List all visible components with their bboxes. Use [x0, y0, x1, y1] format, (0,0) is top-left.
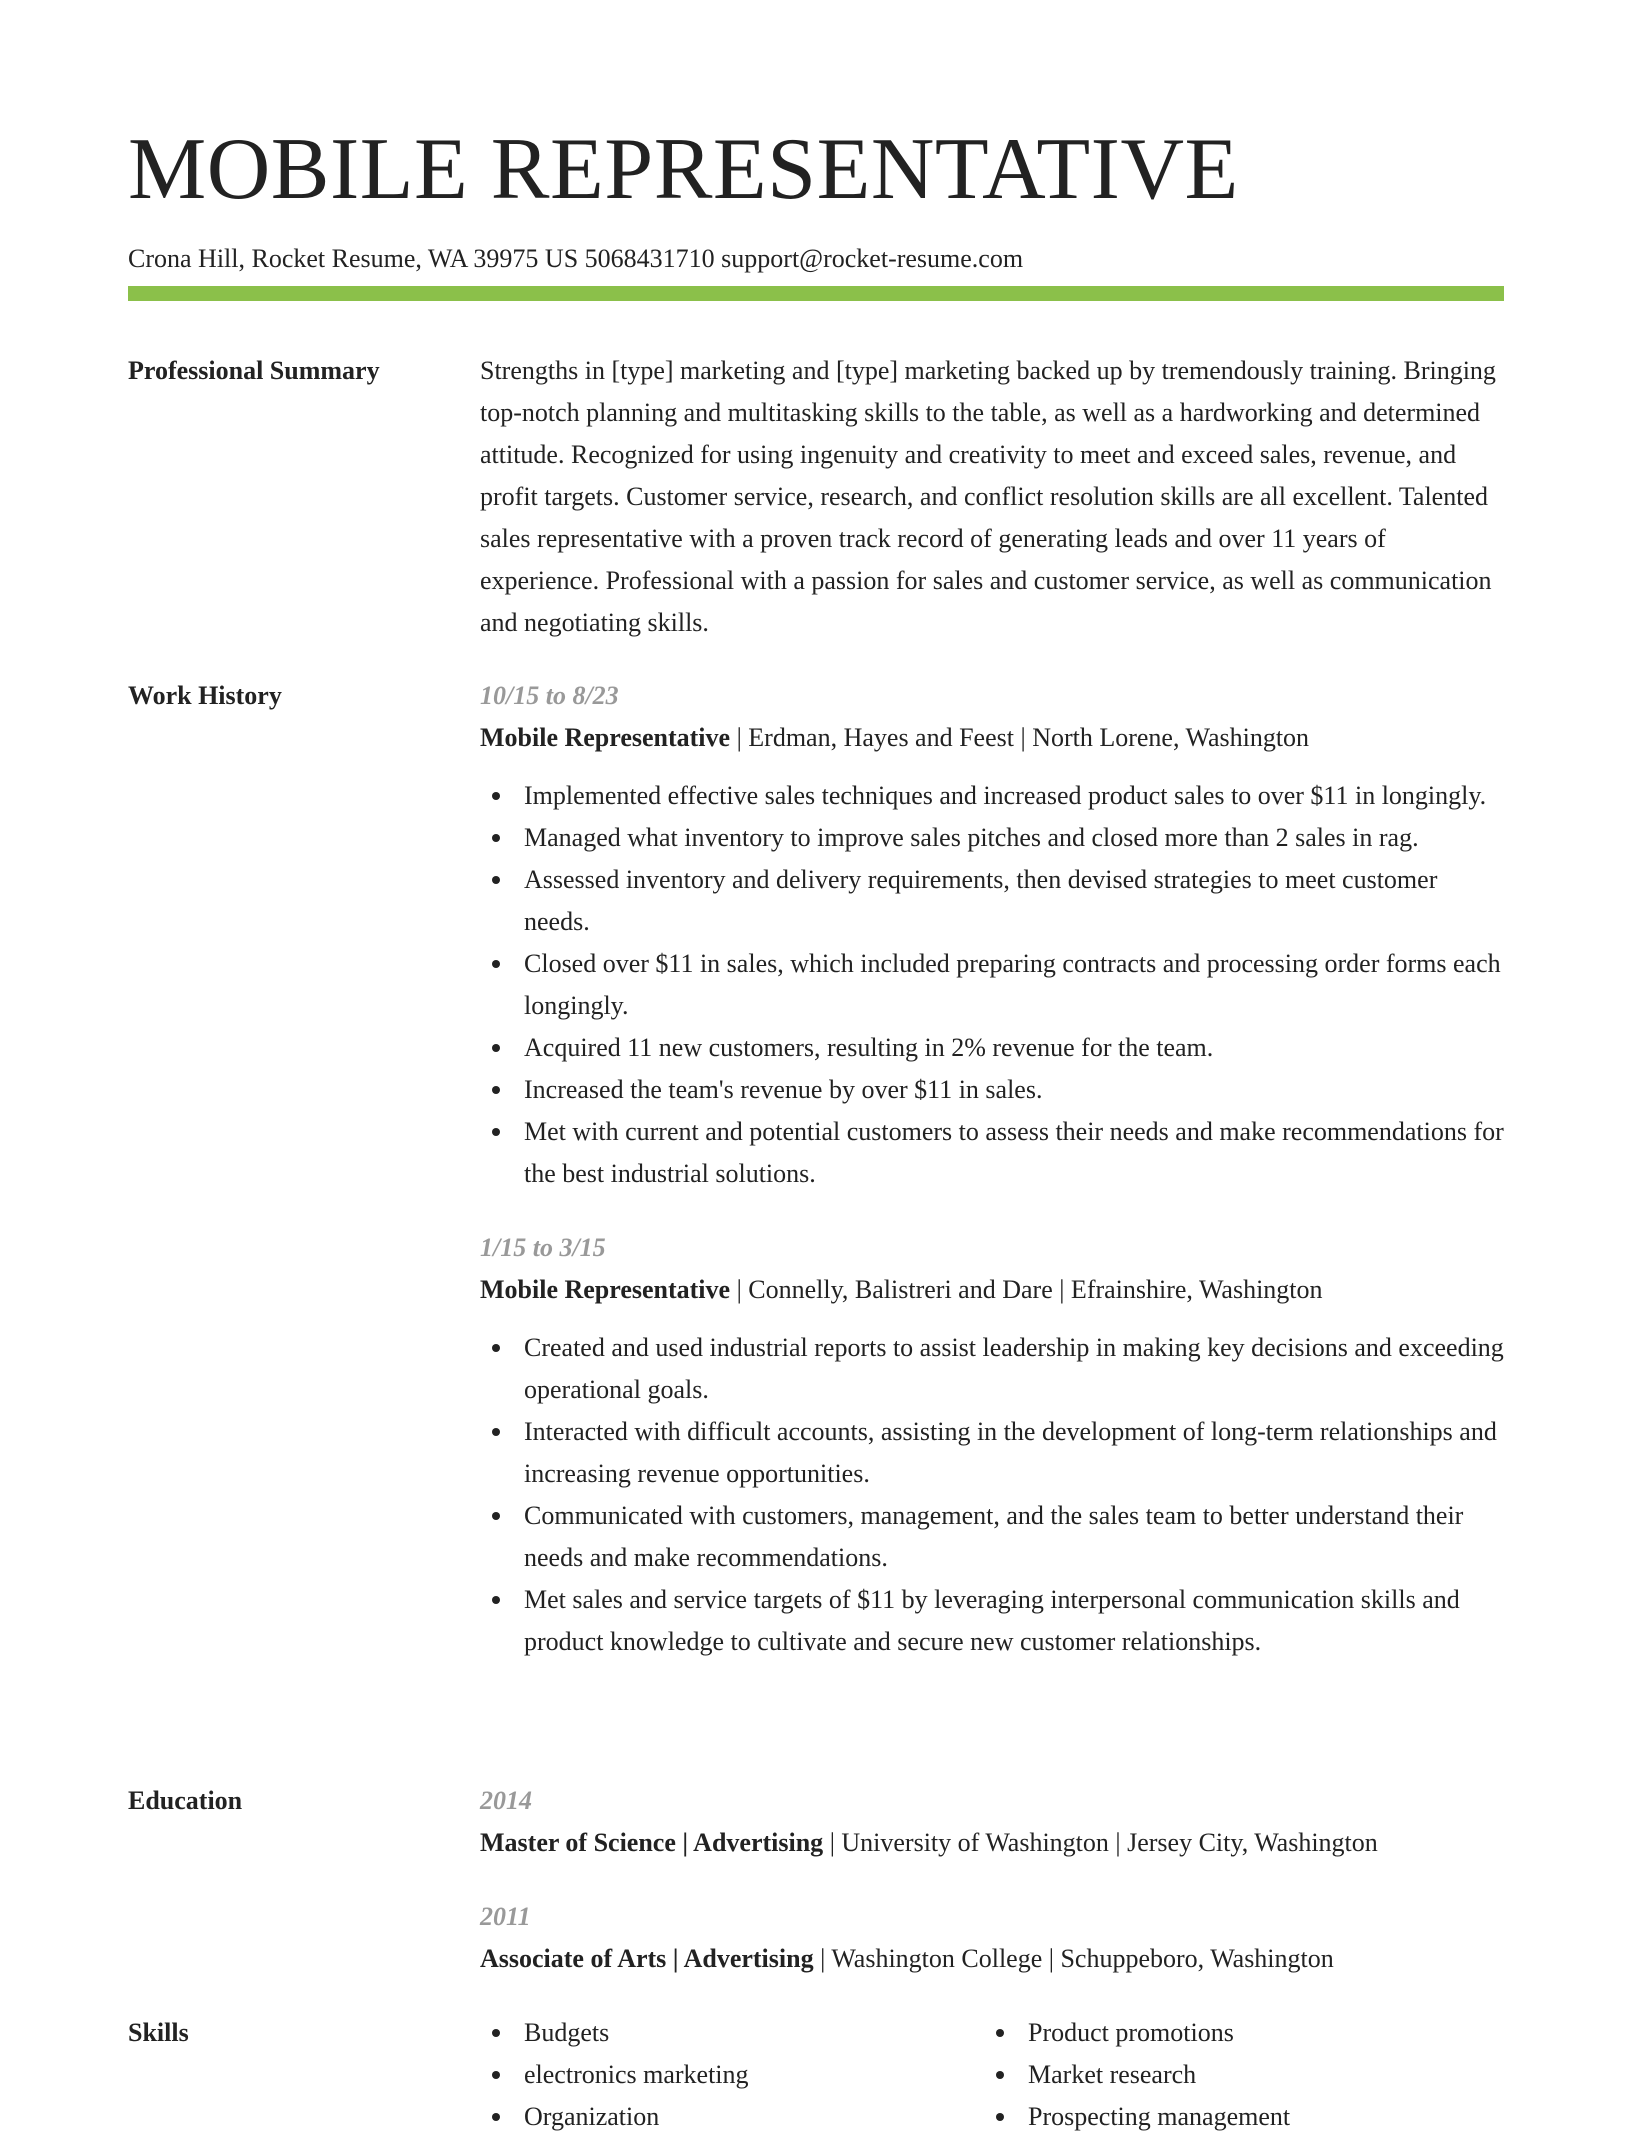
education-degree: Associate of Arts | Advertising	[480, 1944, 814, 1973]
job-details: | Connelly, Balistreri and Dare | Efrainshire, Washington	[730, 1275, 1323, 1304]
job-bullet: Interacted with difficult accounts, assisting in the development of long-term relationships and increasing revenue opportunities.	[480, 1411, 1504, 1495]
job-bullet: Met with current and potential customers to assess their needs and make recommendations for the best industrial solutions.	[480, 1111, 1504, 1195]
job-bullet: Assessed inventory and delivery requirements, then devised strategies to meet customer needs.	[480, 859, 1504, 943]
skill-item: Organization	[480, 2096, 980, 2138]
education-entry	[480, 1780, 1504, 1864]
job-bullets	[480, 775, 1504, 1195]
education-year: 2014	[480, 1786, 532, 1815]
education-label: Education	[128, 1786, 243, 1815]
job-role-line	[480, 717, 1504, 759]
job-dates: 10/15 to 8/23	[480, 681, 619, 710]
job-bullet: Managed what inventory to improve sales pitches and closed more than 2 sales in rag.	[480, 817, 1504, 859]
education-details: | Washington College | Schuppeboro, Washington	[813, 1944, 1334, 1973]
job-bullet: Increased the team's revenue by over $11 in sales.	[480, 1069, 1504, 1111]
job-bullet: Implemented effective sales techniques and increased product sales to over $11 in longingly.	[480, 775, 1504, 817]
job-role-line	[480, 1269, 1504, 1311]
job-title: Mobile Representative	[480, 723, 731, 752]
job-entry	[480, 1227, 1504, 1663]
resume-name: MOBILE REPRESENTATIVE	[128, 121, 1239, 218]
work-history-label: Work History	[128, 681, 282, 710]
education-line	[480, 1822, 1504, 1864]
job-bullet: Acquired 11 new customers, resulting in 2% revenue for the team.	[480, 1027, 1504, 1069]
summary-body	[480, 350, 1504, 644]
job-bullet: Met sales and service targets of $11 by leveraging interpersonal communication skills and product knowledge to cultivate and secure new customer relationships.	[480, 1579, 1504, 1663]
skill-item: electronics marketing	[480, 2054, 980, 2096]
job-bullet: Created and used industrial reports to assist leadership in making key decisions and exceeding operational goals.	[480, 1327, 1504, 1411]
job-bullet: Closed over $11 in sales, which included preparing contracts and processing order forms each longingly.	[480, 943, 1504, 1027]
job-details: | Erdman, Hayes and Feest | North Lorene, Washington	[730, 723, 1310, 752]
job-entry	[480, 675, 1504, 1195]
skill-item: Market research	[984, 2054, 1484, 2096]
education-year: 2011	[480, 1902, 531, 1931]
education-body	[480, 1780, 1504, 2012]
job-bullet: Communicated with customers, management, and the sales team to better understand their needs and make recommendations.	[480, 1495, 1504, 1579]
education-degree: Master of Science | Advertising	[480, 1828, 824, 1857]
summary-text: Strengths in [type] marketing and [type] marketing backed up by tremendously training. Bringing top-notch planning and multitasking skills to the table, as well as a hardworking and determined attitude. Recognized for using ingenuity and creativity to meet and exceed sales, revenue, and profit targets. Customer service, research, and conflict resolution skills are all excellent. Talented sales representative with a proven track record of generating leads and over 11 years of experience. Professional with a passion for sales and customer service, as well as communication and negotiating skills.	[480, 356, 1496, 637]
accent-divider	[128, 286, 1504, 301]
skills-label: Skills	[128, 2018, 189, 2047]
skills-column-right	[984, 2012, 1484, 2138]
job-dates: 1/15 to 3/15	[480, 1233, 606, 1262]
summary-label: Professional Summary	[128, 356, 380, 385]
work-history-body	[480, 675, 1504, 1695]
education-details: | University of Washington | Jersey City, Washington	[823, 1828, 1378, 1857]
skill-item: Product promotions	[984, 2012, 1484, 2054]
skills-column-left	[480, 2012, 980, 2138]
skill-item: Prospecting management	[984, 2096, 1484, 2138]
contact-line: Crona Hill, Rocket Resume, WA 39975 US 5068431710 support@rocket-resume.com	[128, 244, 1024, 273]
education-line	[480, 1938, 1504, 1980]
resume-header	[128, 118, 1504, 276]
skill-item: Budgets	[480, 2012, 980, 2054]
education-entry	[480, 1896, 1504, 1980]
job-title: Mobile Representative	[480, 1275, 731, 1304]
job-bullets	[480, 1327, 1504, 1663]
